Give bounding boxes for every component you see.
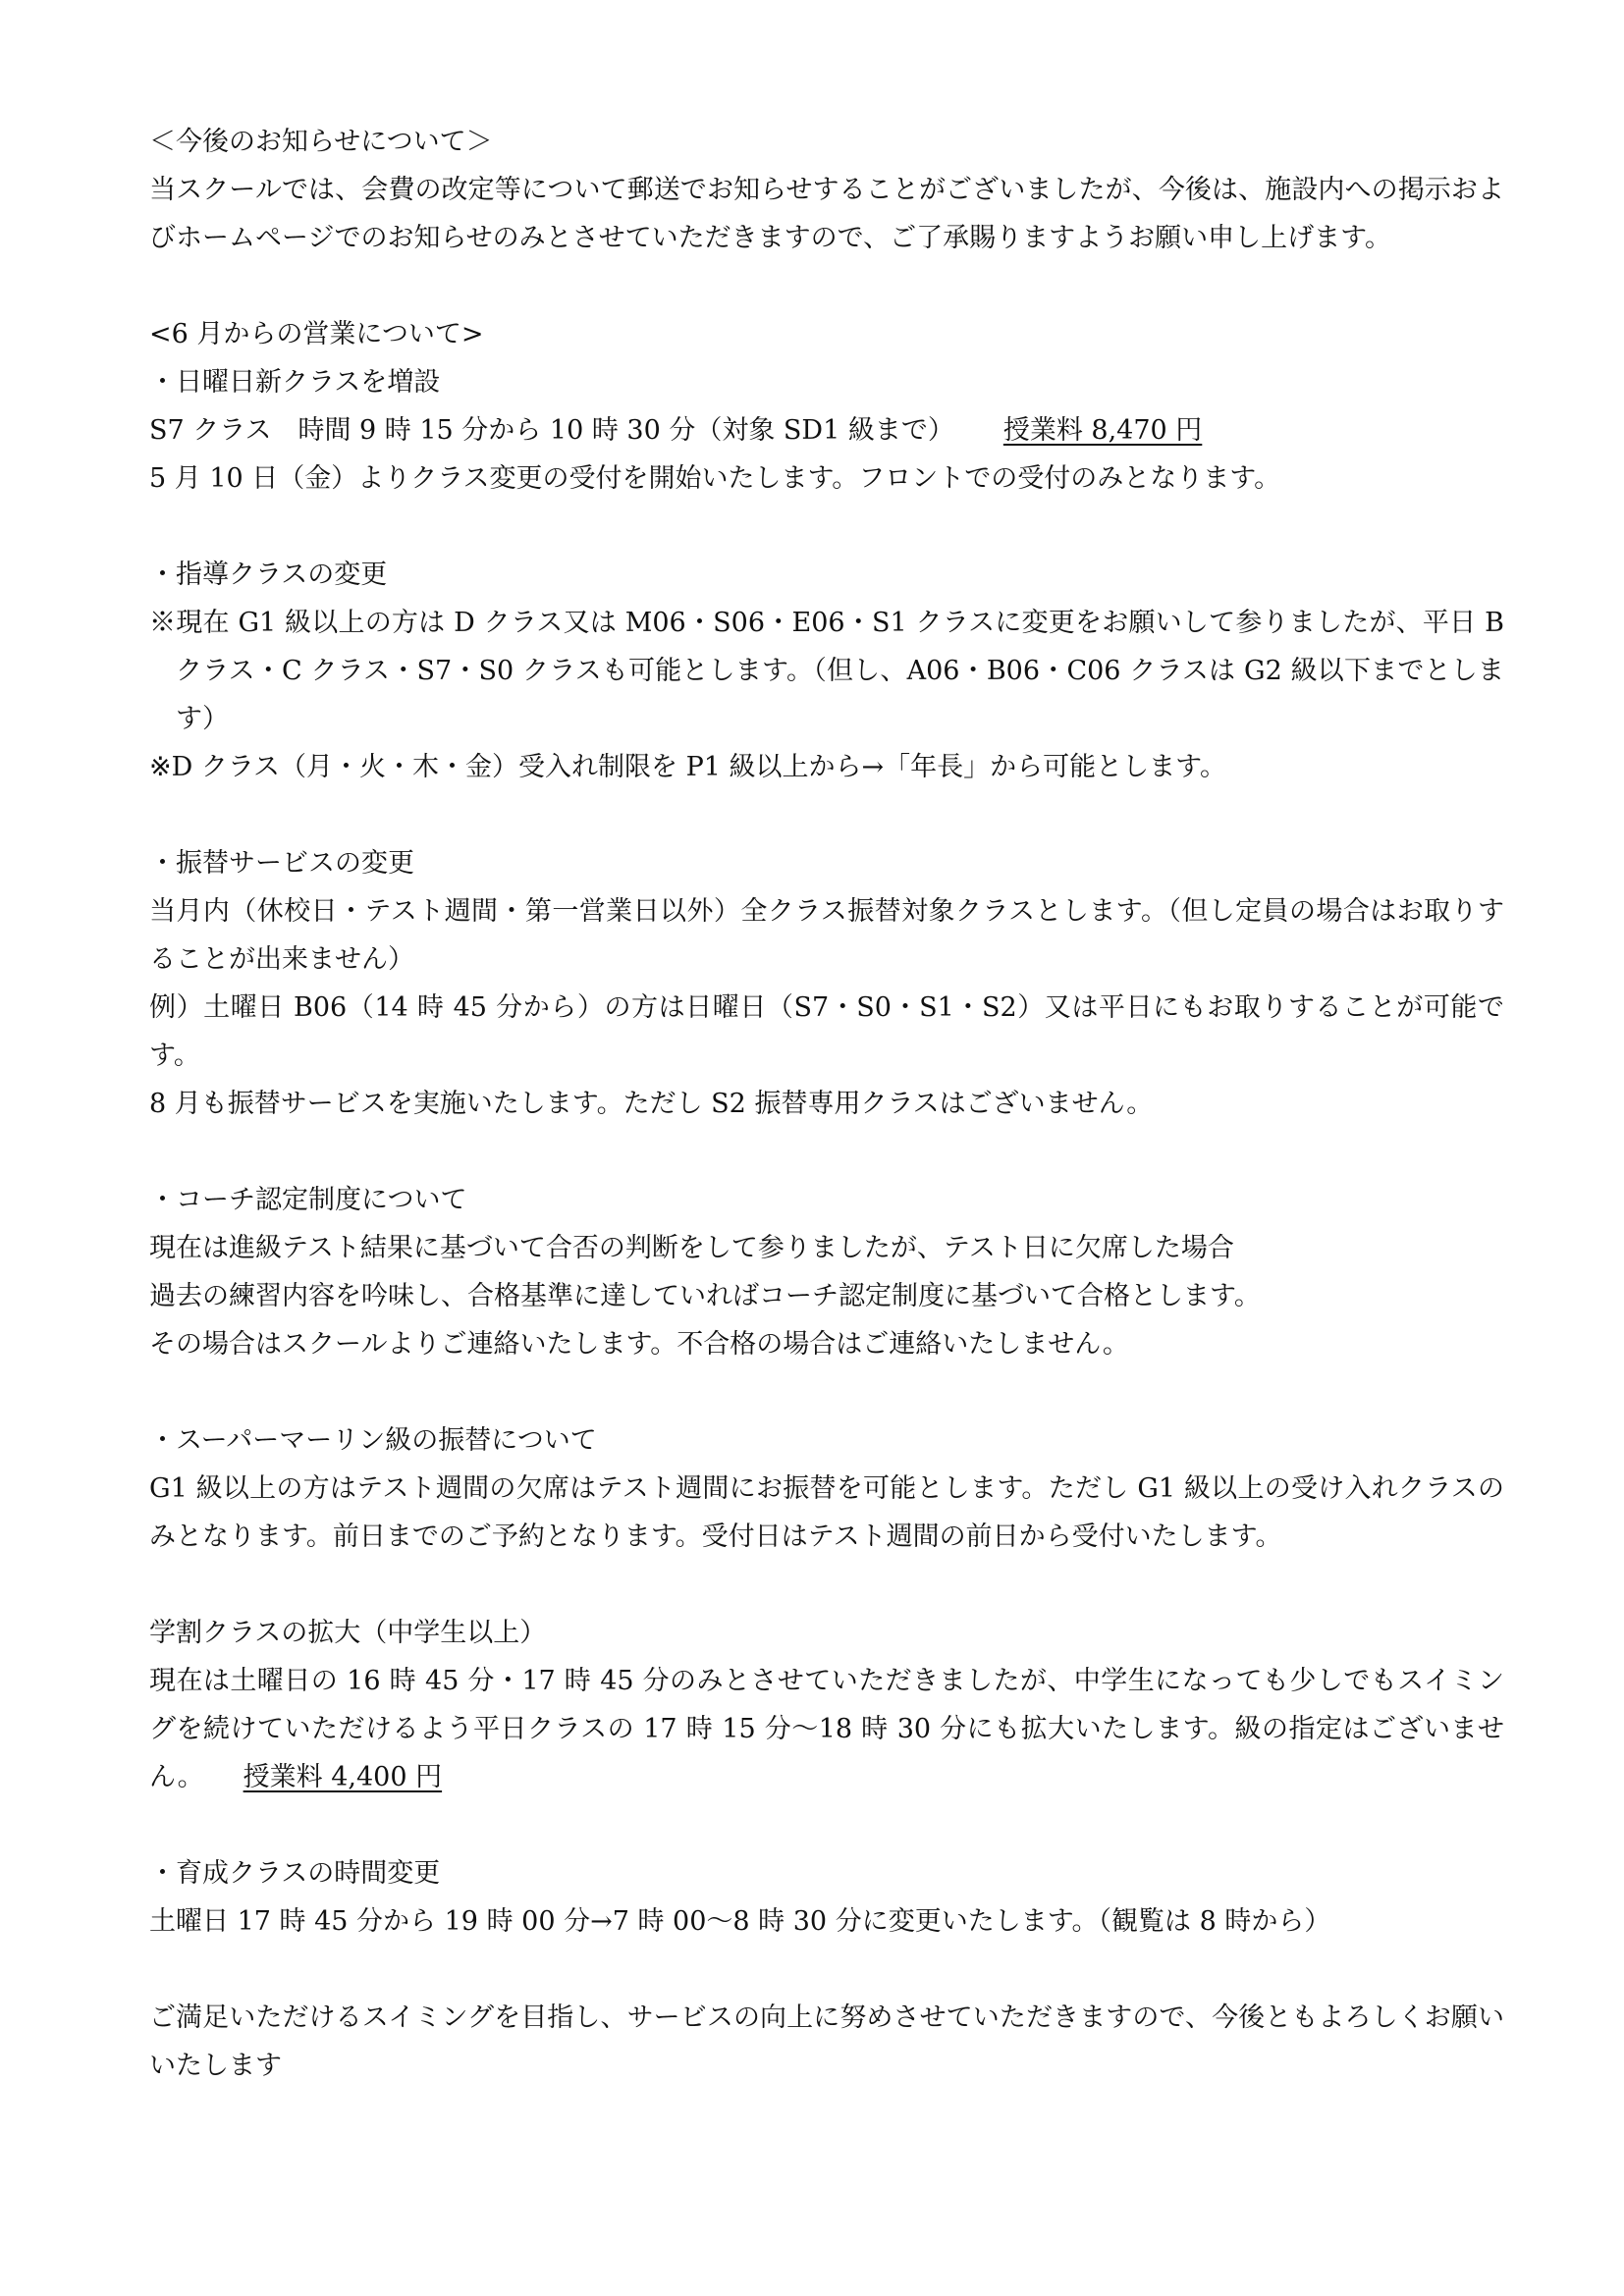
june-heading: <6 月からの営業について> [149,319,484,349]
sunday-class-title: ・日曜日新クラスを増設 [149,367,441,398]
spacer [149,1946,1504,1994]
guidance-note-1: ※現在 G1 級以上の方は D クラス又は M06・S06・E06・S1 クラスに変更をお願いして参りましたが、平日 B クラス・C クラス・S7・S0 クラスも可能とします。（但し、A06・B06・C06 クラスは G2 級以下までとします） [149,608,1504,734]
notice-heading: ＜今後のお知らせについて＞ [149,127,493,157]
spacer [149,1561,1504,1609]
student-fee: 授業料 4,400 円 [243,1762,443,1792]
training-title: ・育成クラスの時間変更 [149,1858,441,1889]
sunday-class-fee: 授業料 8,470 円 [1002,415,1203,446]
closing-text: ご満足いただけるスイミングを目指し、サービスの向上に努めさせていただきますので、今後ともよろしくお願いいたします [149,2002,1504,2081]
spacer [149,503,1504,551]
spacer [149,1368,1504,1416]
student-paragraph [149,1657,1504,1801]
student-body: 現在は土曜日の 16 時 45 分・17 時 45 分のみとさせていただきましたが、中学生になっても少しでもスイミングを続けていただけるよう平日クラスの 17 時 15 分～18 時 30 分にも拡大いたします。級の指定はございません。 [149,1666,1504,1792]
guidance-title: ・指導クラスの変更 [149,560,388,590]
makeup-title: ・振替サービスの変更 [149,848,414,879]
coach-title: ・コーチ認定制度について [149,1185,467,1215]
supermarlin-body: G1 級以上の方はテスト週間の欠席はテスト週間にお振替を可能とします。ただし G1 級以上の受け入れクラスのみとなります。前日までのご予約となります。受付日はテスト週間の前日から受付いたします。 [149,1473,1504,1552]
sunday-reception: 5 月 10 日（金）よりクラス変更の受付を開始いたします。フロントでの受付のみとなります。 [149,463,1281,494]
makeup-body: 当月内（休校日・テスト週間・第一営業日以外）全クラス振替対象クラスとします。（但し定員の場合はお取りすることが出来ません） [149,896,1504,975]
student-title: 学割クラスの拡大（中学生以上） [149,1618,547,1648]
coach-line-3: その場合はスクールよりご連絡いたします。不合格の場合はご連絡いたしません。 [149,1329,1129,1360]
spacer [149,791,1504,839]
training-body: 土曜日 17 時 45 分から 19 時 00 分→7 時 00～8 時 30 分に変更いたします。（観覧は 8 時から） [149,1906,1331,1937]
document-page [149,118,1504,2090]
coach-line-1: 現在は進級テスト結果に基づいて合否の判断をして参りましたが、テスト日に欠席した場合 [149,1233,1234,1263]
supermarlin-title: ・スーパーマーリン級の振替について [149,1425,597,1456]
spacer [149,1801,1504,1849]
coach-line-2: 過去の練習内容を吟味し、合格基準に達していればコーチ認定制度に基づいて合格とします。 [149,1281,1261,1311]
sunday-class-detail: S7 クラス 時間 9 時 15 分から 10 時 30 分（対象 SD1 級まで） [149,415,954,446]
makeup-example: 例）土曜日 B06（14 時 45 分から）の方は日曜日（S7・S0・S1・S2）又は平日にもお取りすることが可能です。 [149,992,1504,1071]
makeup-august: 8 月も振替サービスを実施いたします。ただし S2 振替専用クラスはございません。 [149,1089,1154,1119]
spacer [149,1128,1504,1176]
sunday-class-line [149,406,1504,454]
notice-body: 当スクールでは、会費の改定等について郵送でお知らせすることがございましたが、今後は、施設内への掲示およびホームページでのお知らせのみとさせていただきますので、ご了承賜りますようお願い申し上げます。 [149,175,1504,253]
guidance-note-2: ※D クラス（月・火・木・金）受入れ制限を P1 級以上から→「年長」から可能とします。 [149,752,1227,782]
spacer [149,262,1504,310]
